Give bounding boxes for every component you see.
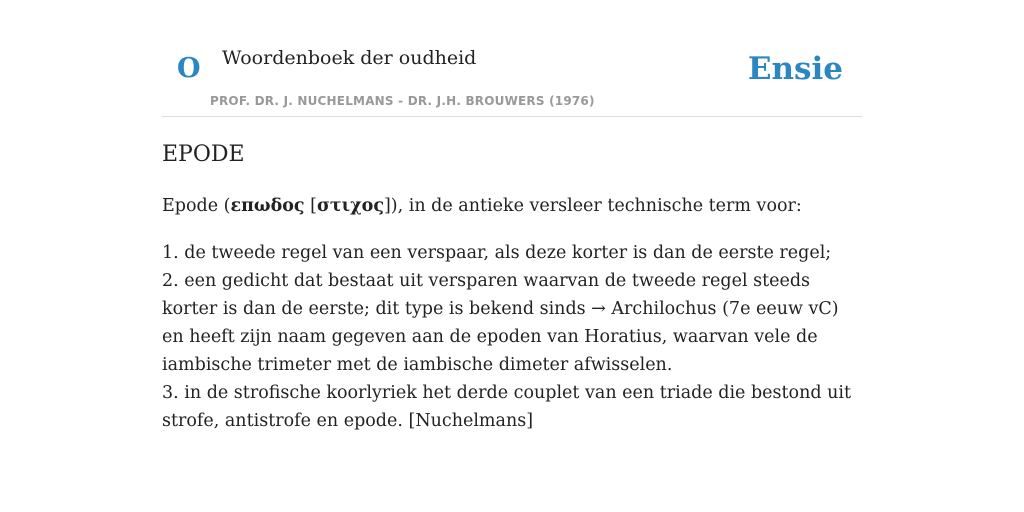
intro-suffix: ]), in de antieke versleer technische term voor:	[383, 196, 802, 216]
definition-item-3: 3. in de strofische koorlyriek het derde couplet van een triade die bestond uit strofe, antistrofe en epode. [Nuchelmans]	[162, 383, 852, 431]
entry-intro	[162, 192, 852, 220]
greek-term-2: στιχος	[316, 196, 384, 216]
book-authors: PROF. DR. J. NUCHELMANS - DR. J.H. BROUWERS (1976)	[210, 94, 595, 108]
header	[162, 0, 862, 117]
definition-item-2: 2. een gedicht dat bestaat uit versparen waarvan de tweede regel steeds korter is dan de eerste; dit type is bekend sinds → Archilochus (7e eeuw vC) en heeft zijn naam gegeven aan de epoden van Horatius, waarvan vele de iambische trimeter met de iambische dimeter afwisselen.	[162, 271, 839, 375]
book-title[interactable]: Woordenboek der oudheid	[222, 47, 477, 69]
intro-bracket: [	[304, 196, 317, 216]
intro-prefix: Epode (	[162, 196, 231, 216]
greek-term: επωδος	[230, 196, 305, 216]
index-letter[interactable]: O	[177, 53, 201, 84]
entry-title: EPODE	[162, 142, 245, 167]
brand-logo[interactable]: Ensie	[747, 51, 843, 87]
definition-item-1: 1. de tweede regel van een verspaar, als deze korter is dan de eerste regel;	[162, 243, 832, 263]
entry-body	[162, 192, 852, 435]
